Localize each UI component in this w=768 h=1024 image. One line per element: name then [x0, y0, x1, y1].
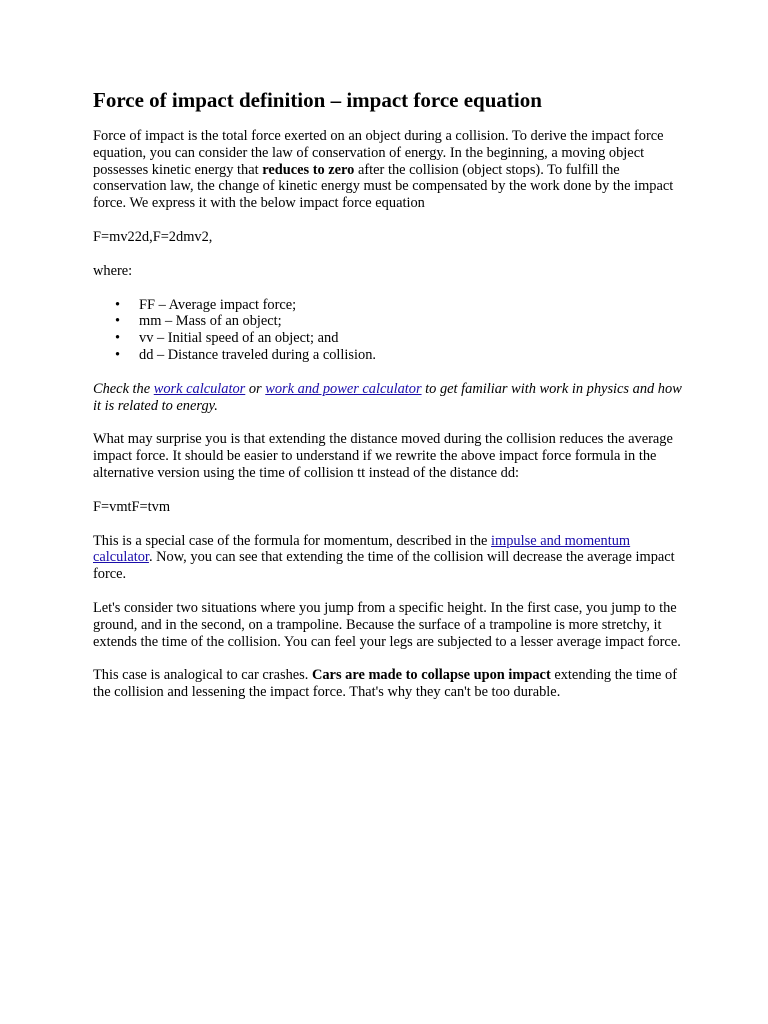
- work-and-power-calculator-link[interactable]: work and power calculator: [265, 380, 422, 397]
- check-mid: or: [245, 380, 266, 397]
- bullet-icon: •: [115, 330, 121, 347]
- definitions-list: [93, 297, 683, 364]
- check-suffix: to get familiar with work in physics and how it is related to energy.: [93, 380, 682, 414]
- impact-force-equation: F=mv22d,F=2dmv2,: [93, 228, 213, 245]
- page-title: Force of impact definition – impact force equation: [93, 88, 542, 112]
- special-prefix: This is a special case of the formula for momentum, described in the: [93, 532, 492, 549]
- intro-bold-text: reduces to zero: [262, 161, 355, 178]
- definition-text: mm – Mass of an object;: [139, 313, 282, 330]
- definition-text: vv – Initial speed of an object; and: [139, 330, 339, 347]
- list-item: [93, 330, 683, 347]
- car-suffix: extending the time of the collision and lessening the impact force. That's why they can't be too durable.: [93, 667, 678, 701]
- check-prefix: Check the: [93, 380, 154, 397]
- surprise-paragraph: What may surprise you is that extending the distance moved during the collision reduces the average impact force. It should be easier to understand if we rewrite the above impact force formula in the alternative version using the time of collision tt instead of the distance dd:: [93, 431, 673, 481]
- car-prefix: This case is analogical to car crashes.: [93, 667, 312, 684]
- intro-text-1: Force of impact is the total force exerted on an object during a collision. To derive the impact force equation, you can consider the law of conservation of energy. In the beginning, a moving object possesses kinetic energy that: [93, 128, 664, 178]
- impulse-momentum-calculator-link[interactable]: impulse and momentum calculator: [93, 532, 631, 566]
- list-item: [93, 313, 683, 330]
- bullet-icon: •: [115, 296, 121, 313]
- check-paragraph: [93, 381, 683, 415]
- document-page: [93, 86, 683, 718]
- intro-paragraph: [93, 128, 683, 212]
- situations-paragraph: Let's consider two situations where you jump from a specific height. In the first case, you jump to the ground, and in the second, on a trampoline. Because the surface of a trampoline is more stretchy, it extends the time of the collision. You can feel your legs are subjected to a lesser average impact force.: [93, 599, 681, 650]
- definition-text: dd – Distance traveled during a collision.: [139, 346, 376, 363]
- bullet-icon: •: [115, 346, 121, 363]
- list-item: [93, 347, 683, 364]
- special-case-paragraph: [93, 533, 683, 583]
- special-suffix: . Now, you can see that extending the time of the collision will decrease the average impact force.: [93, 549, 675, 583]
- intro-text-2: after the collision (object stops). To fulfill the conservation law, the change of kinetic energy must be compensated by the work done by the impact force. We express it with the below impact force equation: [93, 161, 674, 212]
- car-bold-text: Cars are made to collapse upon impact: [311, 667, 551, 684]
- definition-text: FF – Average impact force;: [139, 296, 297, 313]
- bullet-icon: •: [115, 313, 121, 330]
- time-equation: F=vmtF=tvm: [93, 498, 171, 515]
- list-item: [93, 297, 683, 314]
- car-crash-paragraph: [93, 667, 683, 701]
- where-label: where:: [93, 262, 133, 279]
- work-calculator-link[interactable]: work calculator: [153, 380, 246, 397]
